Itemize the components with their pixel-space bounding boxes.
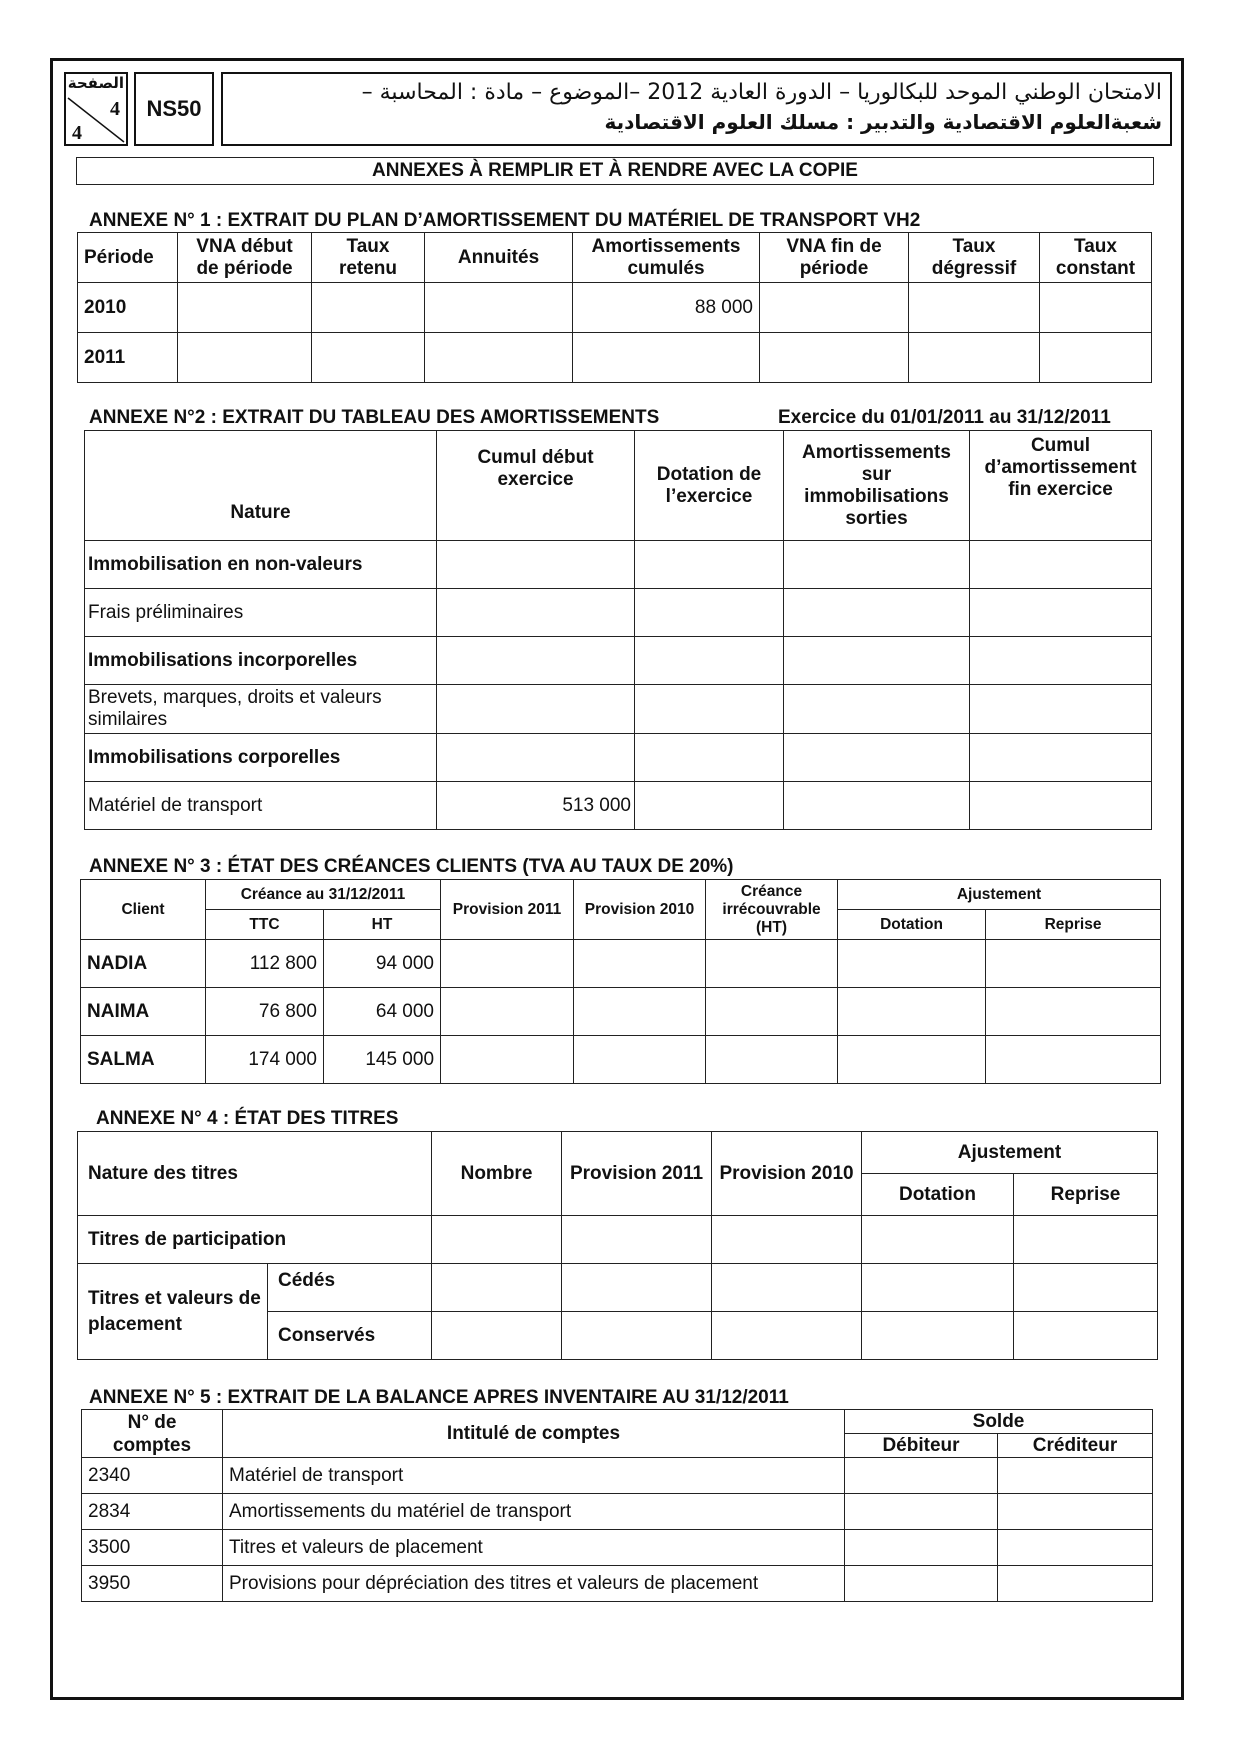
a3-cell[interactable] [441, 1036, 574, 1084]
a2-h-dotation: Dotation de l’exercice [635, 431, 784, 541]
a5-cell[interactable] [845, 1566, 998, 1602]
annexes-banner-text: ANNEXES À REMPLIR ET À RENDRE AVEC LA COPIE [372, 160, 858, 181]
a4-sub-conserves: Conservés [268, 1312, 432, 1360]
a3-cell[interactable] [838, 940, 986, 988]
a3-cell[interactable] [838, 1036, 986, 1084]
a3-cell[interactable] [706, 988, 838, 1036]
a2-cell: Brevets, marques, droits et valeurs similaires [85, 685, 437, 734]
a1-h-taux-degressif: Taux dégressif [909, 233, 1040, 283]
a2-h-amort-sorties: Amortissements sur immobilisations sorties [784, 431, 970, 541]
a4-h-ajustement: Ajustement [862, 1132, 1158, 1174]
a3-cell[interactable] [986, 988, 1161, 1036]
a3-cell[interactable] [986, 940, 1161, 988]
a2-h-cumul-debut: Cumul début exercice [437, 431, 635, 541]
a2-cell[interactable] [970, 637, 1152, 685]
a2-cell[interactable] [970, 589, 1152, 637]
a1-cell[interactable] [178, 283, 312, 333]
table-row [85, 782, 1152, 830]
a3-h-ht: HT [324, 910, 441, 940]
exam-code: NS50 [146, 96, 202, 121]
table-row [78, 1264, 1158, 1312]
a4-sub-cedes: Cédés [268, 1264, 432, 1312]
a5-cell: 2340 [82, 1458, 223, 1494]
a4-cell[interactable] [432, 1312, 562, 1360]
a4-h-reprise: Reprise [1014, 1174, 1158, 1216]
a5-h-solde: Solde [845, 1410, 1153, 1434]
a1-h-annuites: Annuités [425, 233, 573, 283]
a4-h-prov2010: Provision 2010 [712, 1132, 862, 1216]
a1-cell[interactable] [1040, 333, 1152, 383]
table-row [85, 637, 1152, 685]
a3-cell[interactable] [574, 940, 706, 988]
a2-cell[interactable] [784, 541, 970, 589]
a4-h-nombre: Nombre [432, 1132, 562, 1216]
a1-h-vna-debut: VNA début de période [178, 233, 312, 283]
table-row [85, 589, 1152, 637]
a1-cell[interactable] [909, 283, 1040, 333]
a3-h-prov2011: Provision 2011 [441, 880, 574, 940]
a5-cell[interactable] [845, 1494, 998, 1530]
a3-cell[interactable] [574, 988, 706, 1036]
a2-cell: Frais préliminaires [85, 589, 437, 637]
a4-cell[interactable] [712, 1312, 862, 1360]
table-row [82, 1530, 1153, 1566]
a3-cell[interactable] [441, 940, 574, 988]
a2-cell[interactable] [437, 734, 635, 782]
a1-h-amort-cumules: Amortissements cumulés [573, 233, 760, 283]
annexe4-title: ANNEXE N° 4 : ÉTAT DES TITRES [96, 1108, 399, 1129]
a1-cell: 2010 [78, 283, 178, 333]
a4-cell[interactable] [1014, 1312, 1158, 1360]
a2-cell: Immobilisations incorporelles [85, 637, 437, 685]
a1-cell[interactable] [760, 333, 909, 383]
a5-cell[interactable] [998, 1458, 1153, 1494]
a3-cell: NAIMA [81, 988, 206, 1036]
a3-cell: 64 000 [324, 988, 441, 1036]
a5-h-crediteur: Créditeur [998, 1434, 1153, 1458]
annexe1-title: ANNEXE N° 1 : EXTRAIT DU PLAN D’AMORTISSEMENT DU MATÉRIEL DE TRANSPORT VH2 [89, 210, 921, 231]
a2-cell[interactable] [970, 782, 1152, 830]
a3-cell: 112 800 [206, 940, 324, 988]
annexe2-exercice: Exercice du 01/01/2011 au 31/12/2011 [778, 407, 1111, 428]
a2-cell[interactable] [635, 589, 784, 637]
a1-h-periode: Période [78, 233, 178, 283]
a2-cell[interactable] [437, 637, 635, 685]
a2-cell: Immobilisation en non-valeurs [85, 541, 437, 589]
a4-row-placement: Titres et valeurs de placement [78, 1264, 268, 1360]
a3-cell: 145 000 [324, 1036, 441, 1084]
a1-cell[interactable] [425, 283, 573, 333]
annexe3-table [80, 879, 1161, 1084]
annexe1-table [77, 232, 1152, 383]
a3-cell[interactable] [986, 1036, 1161, 1084]
a5-cell: 3500 [82, 1530, 223, 1566]
a5-h-intitule: Intitulé de comptes [223, 1410, 845, 1458]
a3-cell[interactable] [706, 940, 838, 988]
exam-title-line1: الامتحان الوطني الموحد للبكالوريا – الدورة العادية 2012 –الموضوع – مادة : المحاسبة – [361, 80, 1162, 105]
a2-cell[interactable] [635, 637, 784, 685]
table-row [85, 541, 1152, 589]
a1-cell: 2011 [78, 333, 178, 383]
annexe2-header-row [85, 431, 1152, 541]
a5-cell[interactable] [998, 1530, 1153, 1566]
a4-cell[interactable] [862, 1312, 1014, 1360]
a3-cell: 94 000 [324, 940, 441, 988]
a3-cell[interactable] [574, 1036, 706, 1084]
a5-cell: 3950 [82, 1566, 223, 1602]
a5-cell: Titres et valeurs de placement [223, 1530, 845, 1566]
a5-cell: Provisions pour dépréciation des titres et valeurs de placement [223, 1566, 845, 1602]
a2-cell[interactable] [784, 685, 970, 734]
a4-cell[interactable] [562, 1264, 712, 1312]
page-number-box [64, 72, 128, 146]
annexe2-title: ANNEXE N°2 : EXTRAIT DU TABLEAU DES AMORTISSEMENTS [89, 407, 660, 428]
a4-cell[interactable] [432, 1216, 562, 1264]
a3-h-dotation: Dotation [838, 910, 986, 940]
annexe5-header-row [82, 1410, 1153, 1434]
a2-cell[interactable] [437, 685, 635, 734]
annexe5-table [81, 1409, 1153, 1602]
a3-h-irrecouvrable: Créance irrécouvrable (HT) [706, 880, 838, 940]
a3-cell[interactable] [441, 988, 574, 1036]
a3-cell: SALMA [81, 1036, 206, 1084]
table-row [85, 734, 1152, 782]
exam-title-line2: شعبةالعلوم الاقتصادية والتدبير : مسلك العلوم الاقتصادية [604, 110, 1162, 134]
a2-h-nature: Nature [85, 431, 437, 541]
a4-cell[interactable] [712, 1216, 862, 1264]
annexe3-header-row [81, 880, 1161, 910]
a4-cell[interactable] [562, 1312, 712, 1360]
a1-cell[interactable] [909, 333, 1040, 383]
table-row [78, 333, 1152, 383]
a2-cell[interactable] [784, 589, 970, 637]
a5-cell: 2834 [82, 1494, 223, 1530]
a2-cell[interactable] [635, 541, 784, 589]
annexe4-table [77, 1131, 1158, 1360]
a5-h-debiteur: Débiteur [845, 1434, 998, 1458]
table-row [81, 1036, 1161, 1084]
page-total: 4 [72, 122, 82, 144]
a3-h-reprise: Reprise [986, 910, 1161, 940]
a2-cell[interactable] [784, 782, 970, 830]
a3-cell[interactable] [838, 988, 986, 1036]
a2-cell[interactable] [970, 734, 1152, 782]
table-row [78, 283, 1152, 333]
a1-cell[interactable] [1040, 283, 1152, 333]
a3-cell: 76 800 [206, 988, 324, 1036]
annexe4-header-row [78, 1132, 1158, 1174]
a2-cell[interactable] [635, 685, 784, 734]
a3-cell[interactable] [706, 1036, 838, 1084]
a2-cell: Matériel de transport [85, 782, 437, 830]
table-row [85, 685, 1152, 734]
a2-cell[interactable] [635, 782, 784, 830]
table-row [82, 1566, 1153, 1602]
a4-h-prov2011: Provision 2011 [562, 1132, 712, 1216]
a3-h-client: Client [81, 880, 206, 940]
a2-cell[interactable]: 513 000 [437, 782, 635, 830]
a2-cell[interactable] [437, 541, 635, 589]
a2-cell: Immobilisations corporelles [85, 734, 437, 782]
a3-h-ttc: TTC [206, 910, 324, 940]
a1-cell[interactable] [425, 333, 573, 383]
a2-cell[interactable] [970, 541, 1152, 589]
a1-cell[interactable] [573, 333, 760, 383]
exam-code-box [134, 72, 214, 146]
a4-cell[interactable] [562, 1216, 712, 1264]
a3-h-creance: Créance au 31/12/2011 [206, 880, 441, 910]
a5-h-num: N° de comptes [82, 1410, 223, 1458]
a4-row-participation: Titres de participation [78, 1216, 432, 1264]
a3-h-ajustement: Ajustement [838, 880, 1161, 910]
a1-h-taux-constant: Taux constant [1040, 233, 1152, 283]
a1-cell[interactable] [178, 333, 312, 383]
a1-cell[interactable] [312, 333, 425, 383]
a4-cell[interactable] [432, 1264, 562, 1312]
a5-cell: Matériel de transport [223, 1458, 845, 1494]
a2-h-cumul-fin: Cumul d’amortissement fin exercice [970, 431, 1152, 541]
a2-cell[interactable] [784, 637, 970, 685]
a4-cell[interactable] [862, 1216, 1014, 1264]
a5-cell: Amortissements du matériel de transport [223, 1494, 845, 1530]
table-row [82, 1458, 1153, 1494]
page-label: الصفحة [67, 74, 124, 92]
a5-cell[interactable] [845, 1530, 998, 1566]
a4-cell[interactable] [1014, 1216, 1158, 1264]
annexe2-table [84, 430, 1152, 830]
a2-cell[interactable] [437, 589, 635, 637]
table-row [81, 940, 1161, 988]
a1-h-taux-retenu: Taux retenu [312, 233, 425, 283]
a1-cell[interactable] [312, 283, 425, 333]
exam-title-box [221, 72, 1172, 146]
a4-h-dotation: Dotation [862, 1174, 1014, 1216]
a3-cell: NADIA [81, 940, 206, 988]
a2-cell[interactable] [970, 685, 1152, 734]
a5-cell[interactable] [998, 1566, 1153, 1602]
a4-cell[interactable] [862, 1264, 1014, 1312]
annexes-banner [76, 157, 1154, 185]
annexe5-title: ANNEXE N° 5 : EXTRAIT DE LA BALANCE APRES INVENTAIRE AU 31/12/2011 [89, 1387, 789, 1408]
table-row [81, 988, 1161, 1036]
a5-cell[interactable] [845, 1458, 998, 1494]
a4-cell[interactable] [712, 1264, 862, 1312]
a1-cell[interactable] [760, 283, 909, 333]
annexe3-title: ANNEXE N° 3 : ÉTAT DES CRÉANCES CLIENTS (TVA AU TAUX DE 20%) [89, 856, 734, 877]
page-current: 4 [110, 98, 120, 120]
a2-cell[interactable] [784, 734, 970, 782]
a1-h-vna-fin: VNA fin de période [760, 233, 909, 283]
table-row [78, 1216, 1158, 1264]
a2-cell[interactable] [635, 734, 784, 782]
a3-h-prov2010: Provision 2010 [574, 880, 706, 940]
table-row [82, 1494, 1153, 1530]
a4-cell[interactable] [1014, 1264, 1158, 1312]
a5-cell[interactable] [998, 1494, 1153, 1530]
a1-cell[interactable]: 88 000 [573, 283, 760, 333]
annexe1-header-row [78, 233, 1152, 283]
a4-h-nature: Nature des titres [78, 1132, 432, 1216]
a3-cell: 174 000 [206, 1036, 324, 1084]
